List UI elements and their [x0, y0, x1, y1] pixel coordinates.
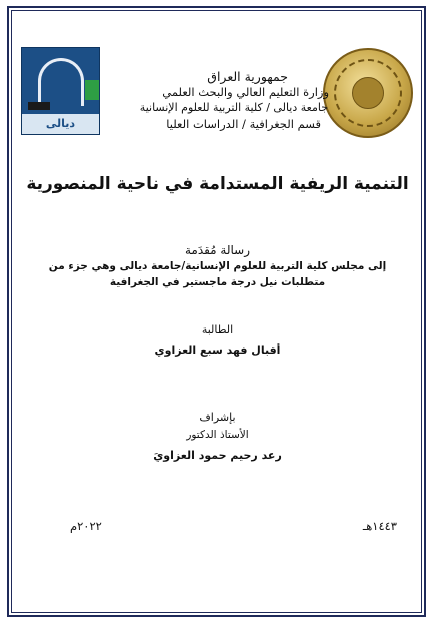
logo-flag-icon: [85, 80, 99, 100]
supervision-label: بإشراف: [199, 411, 236, 424]
university-logo: [21, 47, 100, 135]
supervisor-name: رعد رحيم حمود العزاويَ: [153, 449, 282, 462]
header-university: جامعة ديالى / كلية التربية للعلوم الإنسانية: [139, 101, 328, 114]
logo-label: ديالى: [22, 114, 99, 134]
thesis-line-2: إلى مجلس كلية التربية للعلوم الإنسانية/جامعة ديالى وهي جزء من: [48, 260, 387, 272]
student-label: الطالبة: [201, 323, 234, 336]
header-department: قسم الجغرافية / الدراسات العليا: [166, 117, 321, 131]
header-ministry: وزارة التعليم العالي والبحث العلمي: [162, 85, 329, 99]
thesis-line-3: متطلبات نيل درجة ماجستير في الجغرافية: [109, 276, 326, 288]
student-name: أقبال فهد سبع العزاوي: [154, 344, 281, 357]
logo-arch-icon: [38, 58, 84, 106]
college-seal-logo: [323, 48, 413, 138]
date-hijri: ١٤٤٣هـ: [362, 519, 397, 533]
header-country: جمهورية العراق: [207, 69, 288, 84]
supervisor-title: الأستاذ الدكتور: [186, 429, 249, 441]
date-gregorian: ٢٠٢٢م: [70, 519, 102, 533]
thesis-title: التنمية الريفية المستدامة في ناحية المنصورية: [26, 174, 409, 194]
thesis-line-1: رسالة مُقدَمة: [184, 243, 251, 257]
